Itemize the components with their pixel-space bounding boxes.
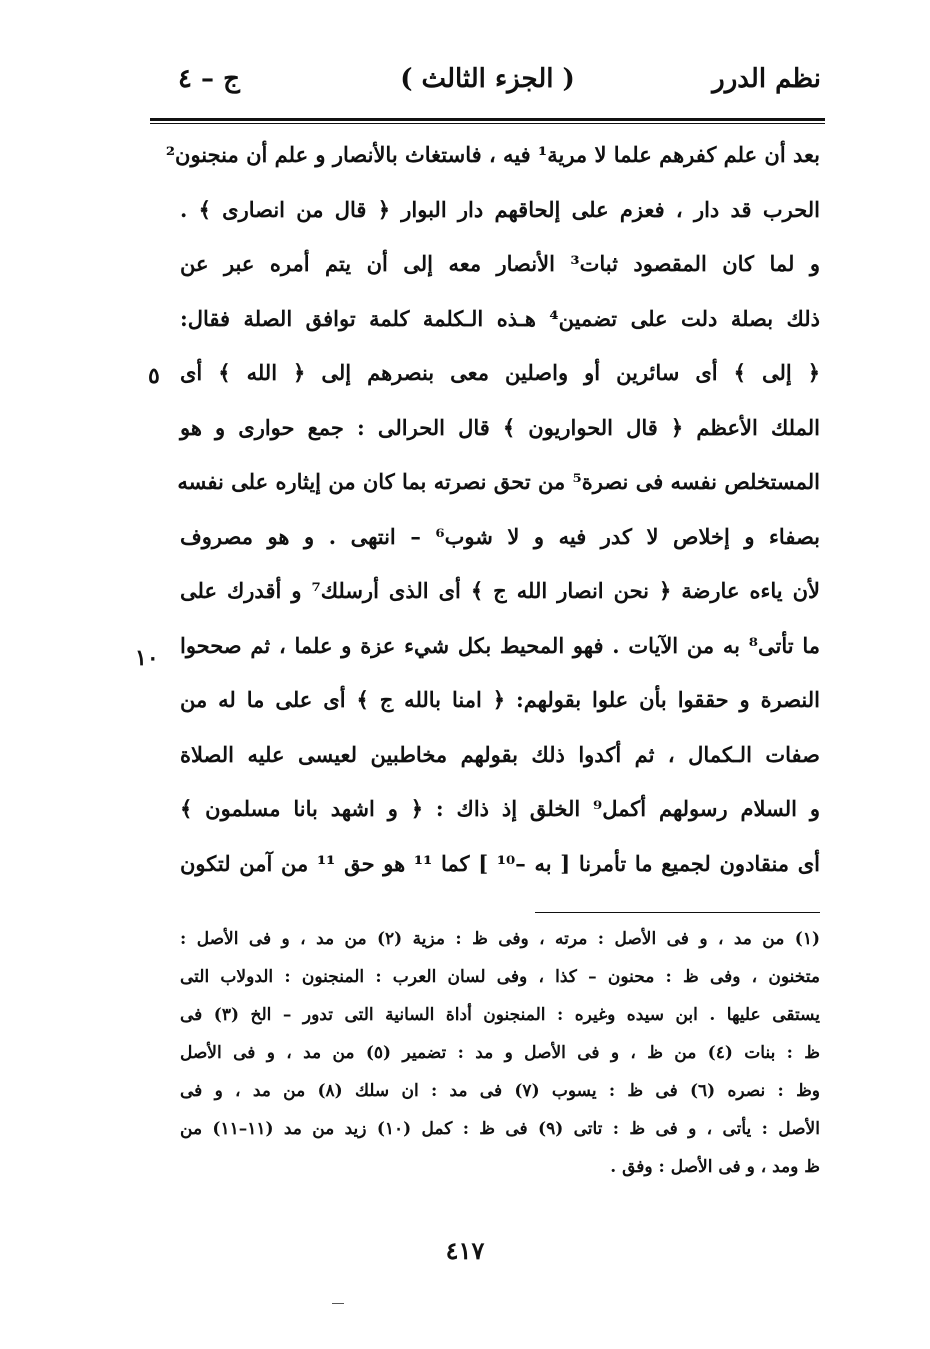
text-line: و لما كان المقصود ثبات³ الأنصار معه إلى أن يتم أمره عبر عن xyxy=(180,251,820,276)
running-header xyxy=(150,60,825,108)
footnote-line: ظ ومد ، و فى الأصل : وفق . xyxy=(610,1157,820,1177)
text-line: الحرب قد دار ، فعزم على إلحاقهم دار البوار ﴿ قال من انصارى ﴾ . xyxy=(180,196,820,222)
page-number: ٤١٧ xyxy=(445,1236,485,1265)
book-title: نظم الدرر xyxy=(712,64,821,94)
header-rule xyxy=(150,118,825,121)
volume-label: ج – ٤ xyxy=(178,64,240,94)
footnote-line: متخنون ، وفى ظ : محنون – كذا ، وفى لسان العرب : المنجنون : الدولاب التى xyxy=(180,967,820,987)
text-line: و السلام رسولهم أكمل⁹ الخلق إذ ذاك : ﴿ و اشهد بانا مسلمون ﴾ xyxy=(180,796,820,821)
main-text xyxy=(165,128,820,891)
part-title: ( الجزء الثالث ) xyxy=(400,64,575,94)
header-rule-thin xyxy=(150,123,825,124)
text-line: أى منقادون لجميع ما تأمرنا [ به –¹⁰ ] كما ¹¹ هو حق ¹¹ من آمن لتكون xyxy=(180,850,820,876)
text-line: ما تأتى⁸ به من الآيات . فهو المحيط بكل شيء عزة و علما ، ثم صححوا xyxy=(180,632,820,658)
footnote-separator xyxy=(535,912,820,913)
footnote-line: (١) من مد ، و فى الأصل : مرته ، وفى ظ : مزية (٢) من مد ، و فى الأصل : xyxy=(180,929,820,949)
footnote-line: يستقى عليها . ابن سيده وغيره : المنجنون أداة السانية التى تدور – الخ (٣) فى xyxy=(180,1005,820,1025)
text-line: المستخلص نفسه فى نصرة⁵ من تحق نصرته بما كان من إيثاره على نفسه xyxy=(177,469,820,494)
text-line: النصرة و حققوا بأن علوا بقولهم: ﴿ امنا بالله ج ﴾ أى على ما له من xyxy=(180,687,820,712)
text-line: بصفاء و إخلاص لا كدر فيه و لا شوب⁶ – انتهى . و هو مصروف xyxy=(180,523,820,549)
footnote-line: وظ : نصره (٦) فى ظ : يسوب (٧) فى مد : ان سلك (٨) من مد ، و فى xyxy=(180,1081,820,1101)
text-line: لأن ياءه عارضة ﴿ نحن انصار الله ج ﴾ أى الذى أرسلك⁷ و أقدرك على xyxy=(180,578,820,603)
text-line: بعد أن علم كفرهم علما لا مرية¹ فيه ، فاستغاث بالأنصار و علم أن منجنون² xyxy=(165,142,820,167)
line-number-5: ٥ xyxy=(148,363,160,389)
footnote-line: الأصل : يأتى ، و فى ظ : تاتى (٩) فى ظ : كمل (١٠) زيد من مد (١١–١١) من xyxy=(180,1119,820,1139)
footnotes xyxy=(180,920,820,1186)
footnote-line: ظ : بنات (٤) من ظ ، و فى الأصل و مد : تضمير (٥) من مد ، و فى الأصل xyxy=(180,1043,820,1063)
text-line: الملك الأعظم ﴿ قال الحواريون ﴾ قال الحرالى : جمع حوارى و هو xyxy=(180,414,820,440)
scan-mark xyxy=(332,1303,344,1304)
text-line: ذلك بصلة دلت على تضمين⁴ هـذه الـكلمة كلمة توافق الصلة فقال: xyxy=(180,305,820,331)
text-line: صفات الـكمال ، ثم أكدوا ذلك بقولهم مخاطبين لعيسى عليه الصلاة xyxy=(180,741,820,767)
text-line: ﴿ إلى ﴾ أى سائرين أو واصلين معى بنصرهم إلى ﴿ الله ﴾ أى xyxy=(180,360,820,385)
line-number-10: ١٠ xyxy=(135,645,159,671)
